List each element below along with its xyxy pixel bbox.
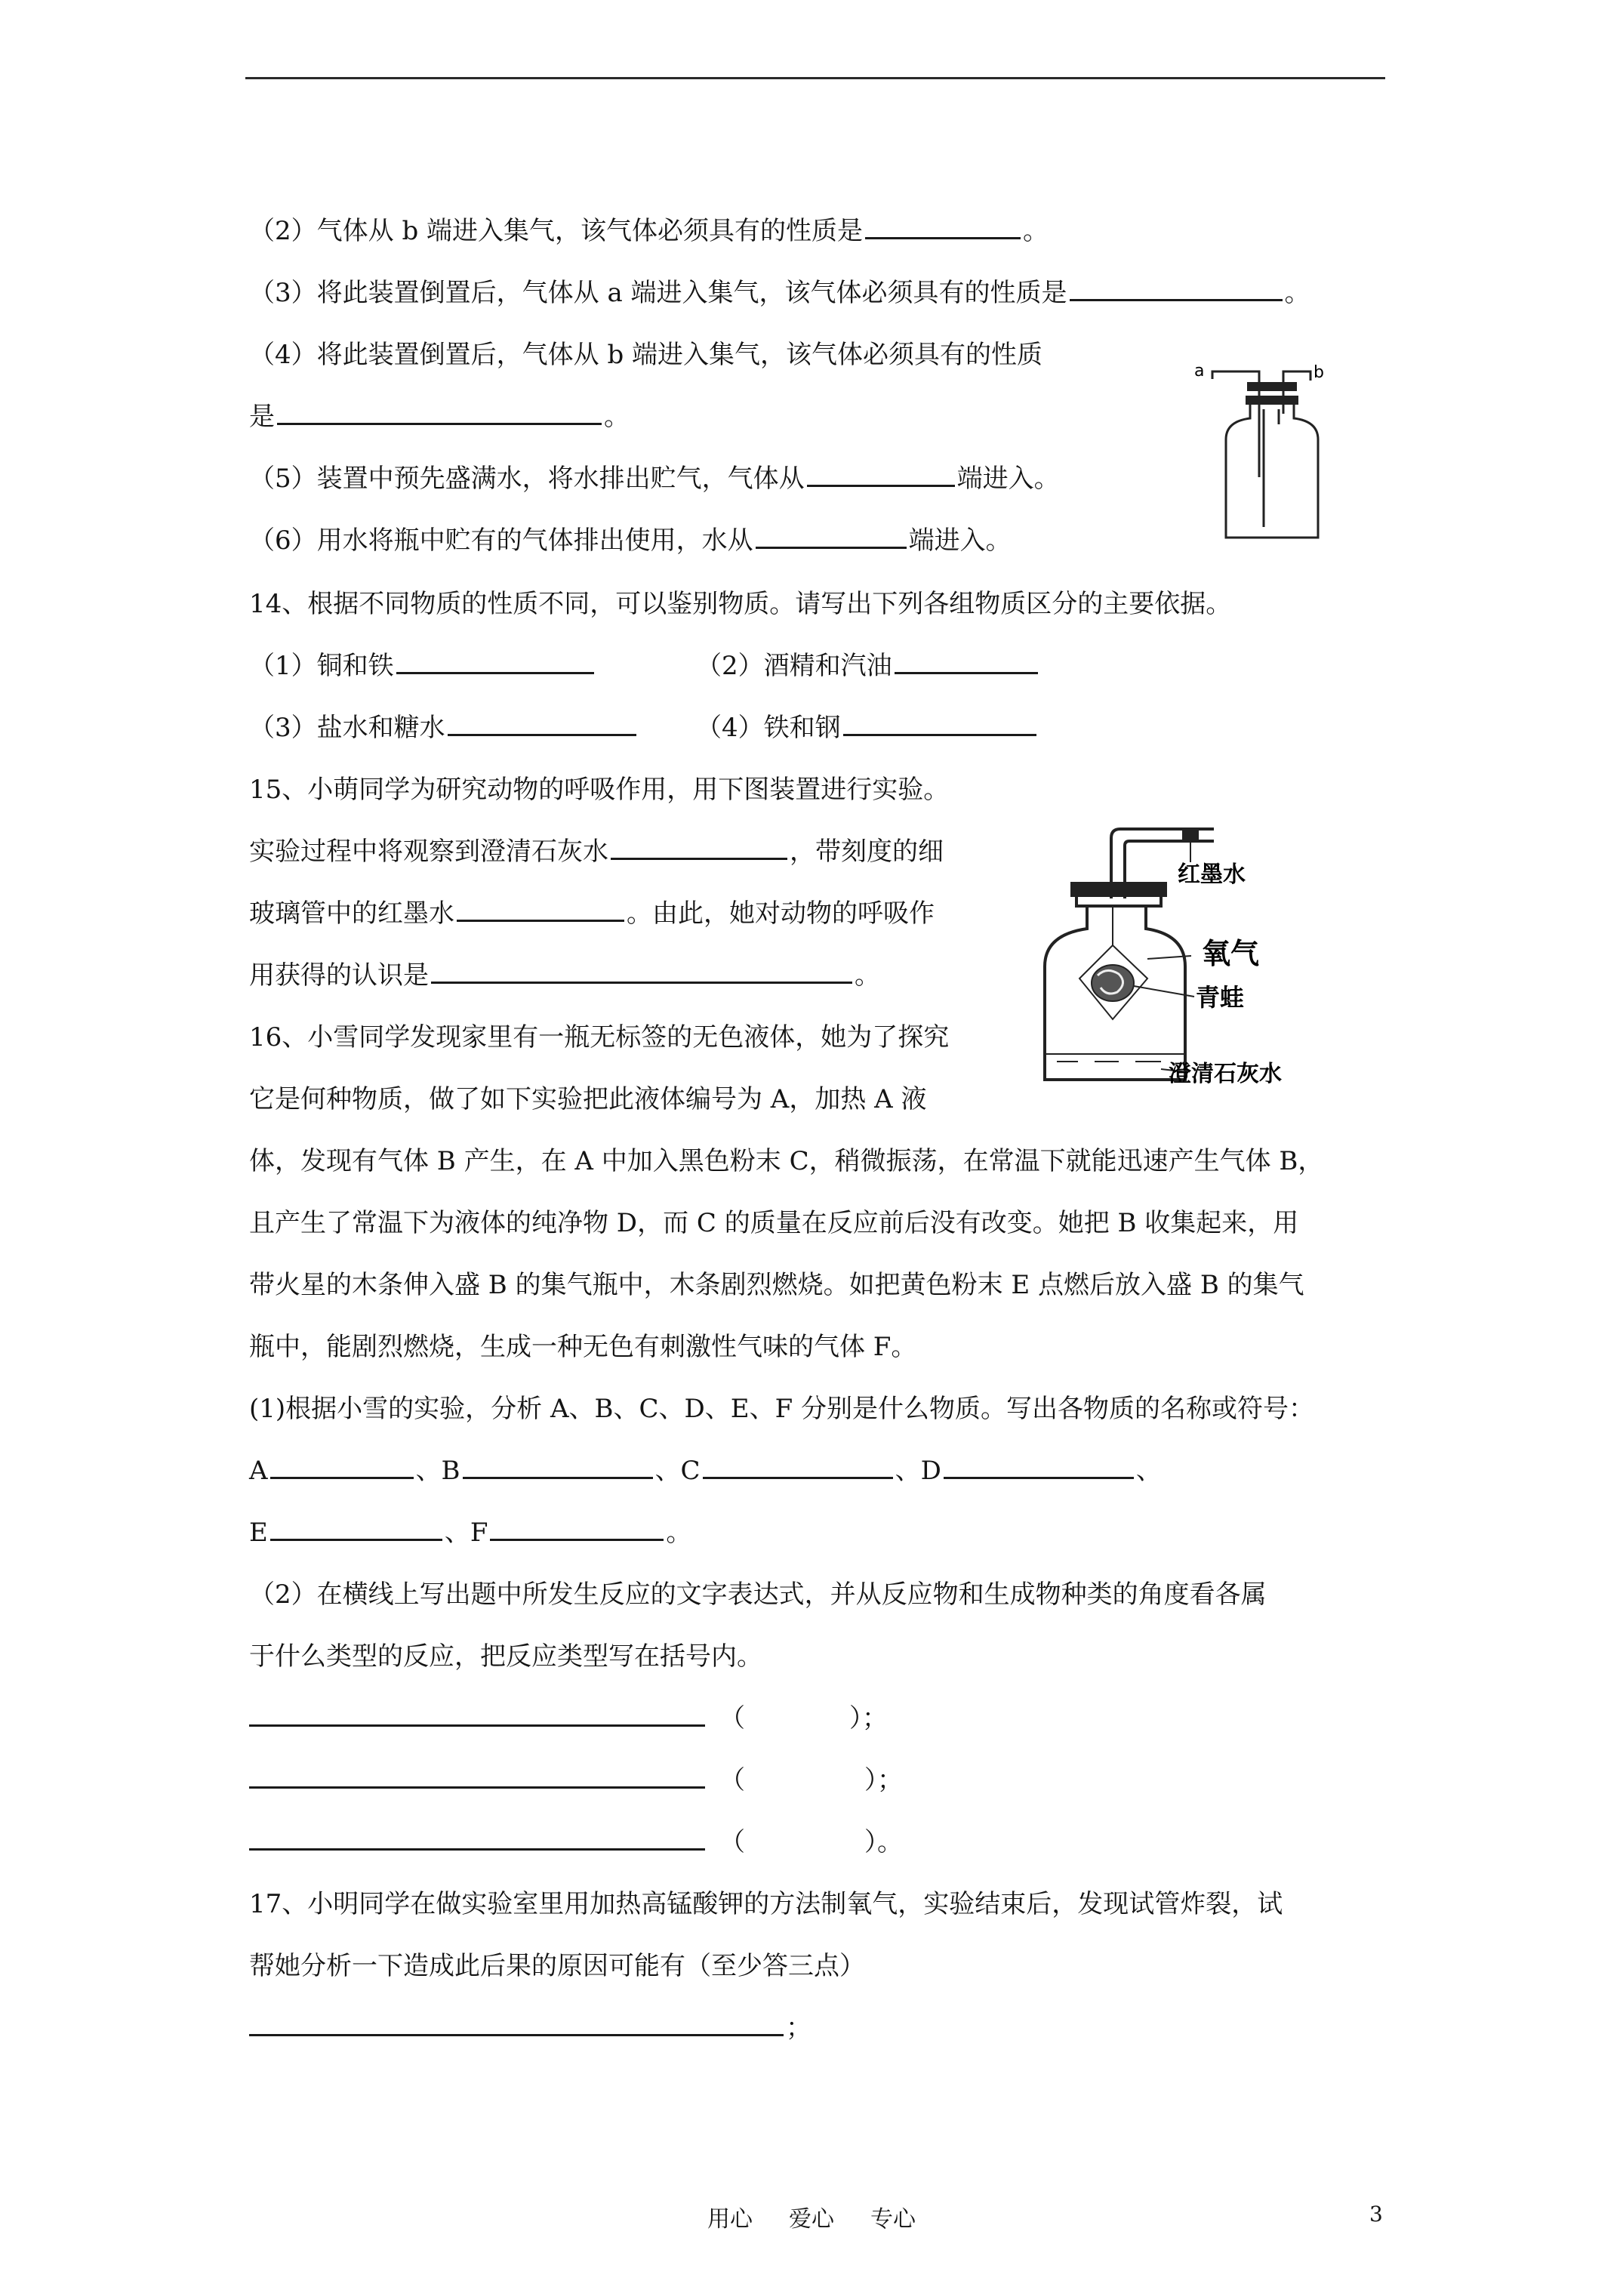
q13-line-6: （6）用水将瓶中贮有的气体排出使用，水从 端进入。: [249, 525, 1012, 556]
q16-reaction-3: （ ）。: [249, 1827, 903, 1857]
label-oxygen: 氧气: [1202, 937, 1260, 970]
answer-blank-e[interactable]: [270, 1518, 442, 1541]
header-rule: [245, 77, 1385, 79]
answer-blank[interactable]: [895, 651, 1038, 674]
q14-item-4: （4）铁和钢: [696, 713, 1039, 743]
gas-bottle-figure: [1185, 349, 1336, 553]
answer-blank[interactable]: [865, 216, 1021, 239]
q14-item-1: （1）铜和铁: [249, 651, 596, 681]
label-frog: 青蛙: [1196, 983, 1245, 1012]
q14-item-3: （3）盐水和糖水: [249, 713, 639, 743]
label-limewater: 澄清石灰水: [1169, 1061, 1282, 1087]
q15-line-1: 15、小萌同学为研究动物的呼吸作用，用下图装置进行实验。: [249, 775, 950, 805]
answer-blank-d[interactable]: [944, 1456, 1134, 1479]
q16-part-2b: 于什么类型的反应，把反应类型写在括号内。: [249, 1641, 762, 1672]
q17-answer-1: ；: [249, 2013, 812, 2043]
equation-blank[interactable]: [249, 1765, 705, 1789]
label-red-ink: 红墨水: [1178, 861, 1246, 888]
q13-line-5: （5）装置中预先盛满水，将水排出贮气，气体从 端进入。: [249, 464, 1060, 494]
footer-word: 爱心: [789, 2206, 834, 2233]
answer-blank-b[interactable]: [463, 1456, 653, 1479]
answer-blank[interactable]: [431, 960, 852, 984]
q13-line-3: （3）将此装置倒置后，气体从 a 端进入集气，该气体必须具有的性质是 。: [249, 278, 1310, 308]
label-b: b: [1313, 363, 1324, 382]
q16-answers-ef: E 、F 。: [249, 1518, 692, 1548]
answer-blank-f[interactable]: [490, 1518, 664, 1541]
q15-line-3: 玻璃管中的红墨水 。由此，她对动物的呼吸作: [249, 898, 935, 929]
q15-line-4: 用获得的认识是 。: [249, 960, 880, 991]
answer-blank[interactable]: [756, 525, 907, 549]
q17-line-2: 帮她分析一下造成此后果的原因可能有（至少答三点）: [249, 1951, 865, 1981]
q14-stem: 14、根据不同物质的性质不同，可以鉴别物质。请写出下列各组物质区分的主要依据。: [249, 589, 1232, 619]
page-number: 3: [1369, 2202, 1383, 2227]
q14-item-2: （2）酒精和汽油: [696, 651, 1040, 681]
q16-line-2: 它是何种物质，做了如下实验把此液体编号为 A，加热 A 液: [249, 1084, 927, 1114]
equation-blank[interactable]: [249, 1827, 705, 1851]
label-a: a: [1194, 362, 1205, 381]
answer-blank[interactable]: [1070, 278, 1283, 301]
respiration-apparatus-figure: [1034, 815, 1321, 1102]
answer-blank[interactable]: [843, 713, 1036, 736]
q16-part-2a: （2）在横线上写出题中所发生反应的文字表达式，并从反应物和生成物种类的角度看各属: [249, 1579, 1267, 1610]
answer-blank[interactable]: [249, 2013, 784, 2036]
q17-line-1: 17、小明同学在做实验室里用加热高锰酸钾的方法制氧气，实验结束后，发现试管炸裂，试: [249, 1889, 1283, 1919]
answer-blank-c[interactable]: [703, 1456, 893, 1479]
answer-blank[interactable]: [448, 713, 636, 736]
q16-line-1: 16、小雪同学发现家里有一瓶无标签的无色液体，她为了探究: [249, 1022, 950, 1052]
answer-blank[interactable]: [611, 837, 787, 860]
equation-blank[interactable]: [249, 1703, 705, 1727]
q13-line-4b: 是 。: [249, 402, 630, 432]
q16-reaction-2: （ ）；: [249, 1765, 903, 1795]
q16-line-6: 瓶中，能剧烈燃烧，生成一种无色有刺激性气味的气体 F。: [249, 1332, 917, 1362]
footer-word: 用心: [707, 2206, 753, 2233]
q16-reaction-1: （ ）；: [249, 1703, 888, 1734]
q16-answers-abcd: A 、B 、C 、D 、: [249, 1456, 1162, 1486]
q15-line-2: 实验过程中将观察到澄清石灰水 ，带刻度的细: [249, 837, 944, 867]
footer-word: 专心: [870, 2206, 916, 2233]
q13-line-2: （2）气体从 b 端进入集气，该气体必须具有的性质是 。: [249, 216, 1049, 246]
answer-blank[interactable]: [396, 651, 594, 674]
answer-blank[interactable]: [457, 898, 624, 922]
q16-line-3: 体，发现有气体 B 产生，在 A 中加入黑色粉末 C，稍微振荡，在常温下就能迅速产生气体 B，: [249, 1146, 1324, 1176]
q16-line-5: 带火星的木条伸入盛 B 的集气瓶中，木条剧烈燃烧。如把黄色粉末 E 点燃后放入盛 B 的集气: [249, 1270, 1304, 1300]
q16-line-4: 且产生了常温下为液体的纯净物 D，而 C 的质量在反应前后没有改变。她把 B 收集起来，用: [249, 1208, 1299, 1238]
q13-line-4: （4）将此装置倒置后，气体从 b 端进入集气，该气体必须具有的性质: [249, 340, 1043, 370]
answer-blank[interactable]: [807, 464, 955, 487]
q16-part-1: (1)根据小雪的实验，分析 A、B、C、D、E、F 分别是什么物质。写出各物质的名称或符号：: [249, 1394, 1314, 1424]
answer-blank-a[interactable]: [270, 1456, 414, 1479]
answer-blank[interactable]: [277, 402, 602, 425]
